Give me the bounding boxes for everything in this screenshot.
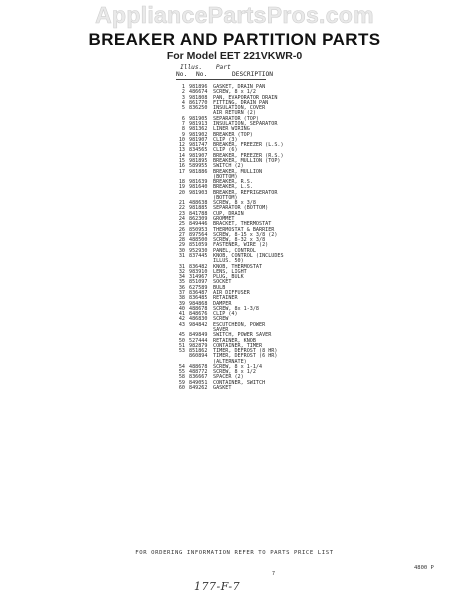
- part-number: 981747: [189, 142, 208, 149]
- part-number: 527444: [189, 337, 208, 344]
- part-number: 861770: [189, 99, 208, 106]
- part-number: 837445: [189, 253, 208, 259]
- illus-number: 36: [178, 284, 185, 291]
- part-description: SCREW: [213, 316, 229, 323]
- part-description: GASKET, DRAIN PAN: [213, 84, 266, 90]
- illus-number: 30: [178, 247, 185, 254]
- illus-number: 21: [178, 200, 185, 207]
- part-number: 627589: [189, 284, 208, 291]
- part-number: 836250: [189, 105, 208, 112]
- watermark-text: AppliancePartsPros.com: [95, 2, 374, 28]
- part-number: 862309: [189, 216, 208, 223]
- part-number: 488678: [189, 363, 208, 370]
- part-description: SPACER (2): [213, 374, 244, 381]
- illus-number: 41: [178, 311, 185, 318]
- part-description: ILLUS. 50): [213, 258, 244, 265]
- part-number: 850953: [189, 226, 208, 233]
- illus-number: 50: [178, 337, 185, 344]
- illus-number: 1: [181, 84, 185, 90]
- part-number: 841788: [189, 210, 208, 217]
- part-description: PANEL, CONTROL: [213, 247, 256, 254]
- part-number: 981907: [189, 152, 208, 159]
- part-number: 981895: [189, 157, 208, 164]
- part-description: KNOB, CONTROL (INCLUDES: [213, 253, 284, 259]
- part-description: GROMMET: [213, 216, 235, 223]
- part-number: 849849: [189, 332, 208, 339]
- part-description: SCREW, 8 x 3/8: [213, 200, 256, 207]
- part-description: SWITCH (2): [213, 163, 244, 170]
- part-description: INSULATION, SEPARATOR: [213, 120, 278, 127]
- part-number: 981913: [189, 120, 208, 127]
- part-description: ESCUTCHEON, POWER: [213, 321, 266, 328]
- illus-number: 32: [178, 268, 185, 275]
- illus-number: 9: [181, 131, 185, 138]
- part-description: INSULATION, COVER: [213, 105, 266, 112]
- column-headers: [176, 64, 273, 80]
- part-number: 488772: [189, 369, 208, 376]
- part-description: THERMOSTAT & BARRIER: [213, 226, 275, 233]
- parts-list: [176, 85, 386, 391]
- header-no-illus: No.: [176, 71, 188, 78]
- illus-number: 53: [178, 348, 185, 355]
- illus-number: 12: [178, 142, 185, 149]
- part-description: TIMER, DEFROST (8 HR): [213, 348, 278, 355]
- part-description: BREAKER, MULLION: [213, 168, 263, 175]
- illus-number: 35: [178, 279, 185, 286]
- part-description: BREAKER (TOP): [213, 131, 253, 138]
- illus-number: 17: [178, 168, 185, 175]
- part-description: TIMER, DEFROST (6 HR): [213, 353, 278, 360]
- part-description: BREAKER, L.S.: [213, 184, 253, 191]
- part-description: CONTAINER, SWITCH: [213, 379, 266, 386]
- part-description: GASKET: [213, 385, 232, 392]
- part-number: 851862: [189, 348, 208, 355]
- illus-number: 14: [178, 152, 185, 159]
- illus-number: 23: [178, 210, 185, 217]
- illus-number: 40: [178, 305, 185, 312]
- illus-number: 43: [178, 321, 185, 328]
- part-number: 836485: [189, 295, 208, 302]
- part-number: 984868: [189, 300, 208, 307]
- part-number: 981902: [189, 131, 208, 138]
- part-number: 488678: [189, 305, 208, 312]
- part-number: 314967: [189, 274, 208, 281]
- illus-number: 42: [178, 316, 185, 323]
- part-number: 981905: [189, 115, 208, 122]
- part-number: 981886: [189, 168, 208, 175]
- part-number: 836667: [189, 374, 208, 381]
- part-number: 849262: [189, 385, 208, 392]
- part-number: 981885: [189, 205, 208, 212]
- part-number: 981903: [189, 189, 208, 196]
- model-subtitle: For Model EET 221VKWR-0: [166, 50, 303, 62]
- part-description: (BOTTOM): [213, 173, 238, 180]
- part-description: FITTING, DRAIN PAN: [213, 99, 269, 106]
- part-description: PAN, EVAPORATOR DRAIN: [213, 94, 278, 101]
- part-number: 849051: [189, 379, 208, 386]
- part-description: BREAKER, FREEZER (R.S.): [213, 152, 284, 159]
- part-description: FASTENER, WIRE (2): [213, 242, 269, 249]
- part-number: 849446: [189, 221, 208, 228]
- page-number: 7: [272, 571, 276, 577]
- part-description: KNOB, THERMOSTAT: [213, 263, 263, 270]
- part-description: SWITCH, POWER SAVER: [213, 332, 272, 339]
- part-description: AIR RETURN (2): [213, 110, 256, 117]
- illus-number: 2: [181, 89, 185, 96]
- part-row: [176, 386, 386, 391]
- illus-number: 15: [178, 157, 185, 164]
- part-number: 981362: [189, 126, 208, 133]
- illus-number: 22: [178, 205, 185, 212]
- part-number: 851097: [189, 279, 208, 286]
- part-number: 981639: [189, 179, 208, 186]
- illus-number: 26: [178, 226, 185, 233]
- illus-number: 39: [178, 300, 185, 307]
- illus-number: 28: [178, 237, 185, 244]
- illus-number: 51: [178, 342, 185, 349]
- part-description: (BOTTOM): [213, 194, 238, 201]
- part-description: DAMPER: [213, 300, 232, 307]
- part-description: SCREW, 8-15 x 3/8 (2): [213, 231, 278, 238]
- illus-number: 55: [178, 369, 185, 376]
- illus-number: 45: [178, 332, 185, 339]
- page-title: BREAKER AND PARTITION PARTS: [88, 30, 381, 49]
- illus-number: 8: [181, 126, 185, 133]
- part-description: LINER WIRING: [213, 126, 250, 133]
- header-illus: Illus.: [180, 64, 203, 71]
- illus-number: 60: [178, 385, 185, 392]
- part-number: 486674: [189, 89, 208, 96]
- part-description: BREAKER, MULLION (TOP): [213, 157, 281, 164]
- part-number: 981896: [189, 84, 208, 90]
- part-description: PLUG, BULK: [213, 274, 244, 281]
- part-description: SEPARATOR (BOTTOM): [213, 205, 269, 212]
- part-number: 981640: [189, 184, 208, 191]
- illus-number: 38: [178, 295, 185, 302]
- part-description: SCREW, 8 x 1-1/4: [213, 363, 263, 370]
- part-description: CLIP (4): [213, 311, 238, 318]
- part-description: BULB: [213, 284, 226, 291]
- illus-number: 31: [178, 253, 185, 259]
- part-number: 952930: [189, 247, 208, 254]
- part-number: 984842: [189, 321, 208, 328]
- part-description: RETAINER: [213, 295, 238, 302]
- illus-number: 20: [178, 189, 185, 196]
- part-number: 834565: [189, 147, 208, 154]
- part-description: RETAINER, KNOB: [213, 337, 256, 344]
- illus-number: 54: [178, 363, 185, 370]
- header-rule: [176, 79, 266, 80]
- part-description: CUP, DRAIN: [213, 210, 244, 217]
- part-description: BREAKER, REFRIGERATOR: [213, 189, 278, 196]
- part-description: SOCKET: [213, 279, 232, 286]
- part-number: 860894: [189, 353, 208, 360]
- illus-number: 59: [178, 379, 185, 386]
- illus-number: 5: [181, 105, 185, 112]
- illus-number: 4: [181, 99, 185, 106]
- part-description: AIR DIFFUSER: [213, 289, 250, 296]
- illus-number: 6: [181, 115, 185, 122]
- illus-number: 13: [178, 147, 185, 154]
- ordering-footer: FOR ORDERING INFORMATION REFER TO PARTS PRICE LIST: [135, 550, 334, 556]
- part-description: CLIP (6): [213, 147, 238, 154]
- handwritten-note: 177-F-7: [194, 580, 241, 593]
- part-number: 982879: [189, 342, 208, 349]
- illus-number: 19: [178, 184, 185, 191]
- illus-number: 10: [178, 136, 185, 143]
- part-number: 848676: [189, 311, 208, 318]
- illus-number: 18: [178, 179, 185, 186]
- part-description: (ALTERNATE): [213, 358, 247, 365]
- part-description: CLIP (3): [213, 136, 238, 143]
- part-description: CONTAINER, TIMER: [213, 342, 263, 349]
- part-number: 589955: [189, 163, 208, 170]
- part-description: LENS, LIGHT: [213, 268, 247, 275]
- part-description: SEPARATOR (TOP): [213, 115, 260, 122]
- part-description: BREAKER, FREEZER (L.S.): [213, 142, 284, 149]
- part-number: 836487: [189, 289, 208, 296]
- part-number: 486830: [189, 316, 208, 323]
- part-description: BREAKER, R.S.: [213, 179, 253, 186]
- header-description: DESCRIPTION: [232, 71, 273, 78]
- illus-number: 24: [178, 216, 185, 223]
- illus-number: 16: [178, 163, 185, 170]
- part-description: SCREW, 8x 1-3/8: [213, 305, 260, 312]
- illus-number: 3: [181, 94, 185, 101]
- part-description: SCREW, 8-32 x 3/8: [213, 237, 266, 244]
- illus-number: 27: [178, 231, 185, 238]
- illus-number: 31: [178, 263, 185, 270]
- part-number: 981907: [189, 136, 208, 143]
- part-number: 488638: [189, 200, 208, 207]
- part-description: SCREW, 8 x 1/2: [213, 89, 256, 96]
- reference-code: 4800 P: [414, 565, 434, 571]
- illus-number: 37: [178, 289, 185, 296]
- illus-number: 25: [178, 221, 185, 228]
- illus-number: 58: [178, 374, 185, 381]
- header-no-part: No.: [196, 71, 208, 78]
- part-number: 836482: [189, 263, 208, 270]
- part-description: SAVER: [213, 326, 229, 333]
- part-description: SCREW, 8 x 1/2: [213, 369, 256, 376]
- illus-number: 7: [181, 120, 185, 127]
- part-number: 983910: [189, 268, 208, 275]
- illus-number: 29: [178, 242, 185, 249]
- header-part: Part: [215, 64, 231, 71]
- illus-number: 34: [178, 274, 185, 281]
- part-number: 851059: [189, 242, 208, 249]
- part-description: BRACKET, THERMOSTAT: [213, 221, 272, 228]
- part-number: 488500: [189, 237, 208, 244]
- part-number: 897564: [189, 231, 208, 238]
- part-number: 981808: [189, 94, 208, 101]
